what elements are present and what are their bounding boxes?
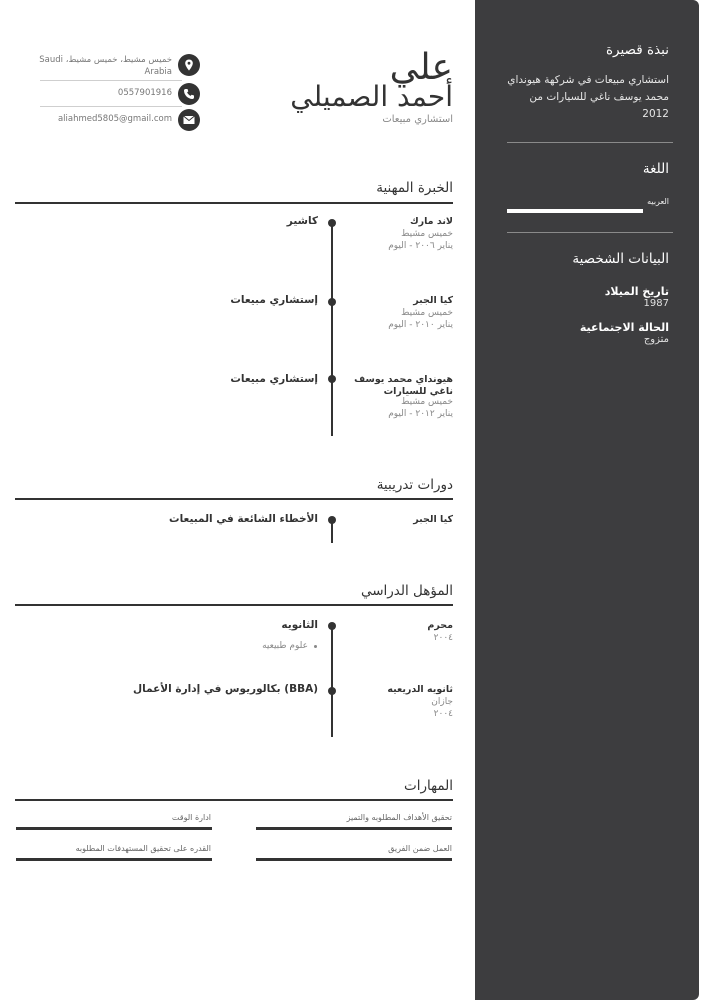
personal-section xyxy=(501,251,669,345)
job-title: استشاري مبيعات xyxy=(382,114,453,125)
courses-title: دورات تدريبية xyxy=(376,477,453,493)
skill-label: تحقيق الأهداف المطلوبه والتميز xyxy=(346,813,452,822)
experience-date: يناير ٢٠٠٦ - اليوم xyxy=(388,241,453,251)
birthdate-label: تاريخ الميلاد xyxy=(604,285,669,298)
education-org: محرم xyxy=(427,620,453,631)
envelope-icon xyxy=(178,109,200,131)
experience-org: كيا الجبر xyxy=(413,295,453,306)
about-section xyxy=(501,42,669,123)
skill-label: العمل ضمن الفريق xyxy=(388,844,452,853)
contact-email xyxy=(30,109,200,131)
education-date: ٢٠٠٤ xyxy=(433,709,453,719)
education-org: ثانويه الدريعيه xyxy=(387,684,453,695)
section-rule xyxy=(15,498,453,500)
experience-org: هيونداي محمد يوسف ناغي للسيارات xyxy=(354,374,453,397)
experience-org: لاند مارك xyxy=(409,216,453,227)
skills-title: المهارات xyxy=(404,778,453,794)
experience-role: إستشاري مبيعات xyxy=(230,373,318,385)
education-title: المؤهل الدراسي xyxy=(360,583,453,599)
skill-level-bar xyxy=(16,827,212,830)
experience-location: خميس مشيط xyxy=(401,229,453,239)
phone-icon xyxy=(178,83,200,105)
bullet-icon xyxy=(314,645,317,648)
marital-status-label: الحالة الاجتماعية xyxy=(579,321,669,334)
first-name: علي xyxy=(389,47,453,88)
education-date: ٢٠٠٤ xyxy=(433,633,453,643)
skill-label: القدره على تحقيق المستهدفات المطلوبه xyxy=(75,844,211,853)
skill-label: ادارة الوقت xyxy=(171,813,211,822)
experience-timeline xyxy=(331,222,333,436)
about-title: نبذة قصيرة xyxy=(605,42,669,58)
skill-level-bar xyxy=(256,858,452,861)
divider xyxy=(40,106,182,107)
timeline-dot xyxy=(328,298,336,306)
experience-location: خميس مشيط xyxy=(401,308,453,318)
experience-title: الخبرة المهنية xyxy=(376,180,453,196)
education-degree: الثانويه xyxy=(281,619,318,631)
timeline-dot xyxy=(328,516,336,524)
sidebar xyxy=(475,0,699,1000)
section-rule xyxy=(15,202,453,204)
experience-date: يناير ٢٠١٢ - اليوم xyxy=(388,409,453,419)
contact-phone xyxy=(30,83,200,105)
personal-title: البيانات الشخصية xyxy=(572,251,669,267)
experience-location: خميس مشيط xyxy=(401,397,453,407)
about-text: استشاري مبيعات في شركهة هيونداي محمد يوسف ناغي للسيارات من 2012 xyxy=(507,74,669,120)
address-text: خميس مشيط، خميس مشيط، Saudi Arabia xyxy=(39,55,172,77)
language-level-bar xyxy=(507,209,643,213)
language-section xyxy=(501,161,669,206)
marital-status-value: متزوج xyxy=(643,334,669,345)
timeline-dot xyxy=(328,622,336,630)
divider xyxy=(507,142,673,143)
skill-level-bar xyxy=(256,827,452,830)
timeline-dot xyxy=(328,375,336,383)
course-name: الأخطاء الشائعة في المبيعات xyxy=(169,513,318,525)
section-rule xyxy=(15,604,453,606)
timeline-dot xyxy=(328,687,336,695)
education-degree: بكالوريوس في إدارة الأعمال (BBA) xyxy=(133,683,318,695)
education-major: علوم طبيعيه xyxy=(262,641,308,651)
experience-date: يناير ٢٠١٠ - اليوم xyxy=(388,320,453,330)
experience-role: إستشاري مبيعات xyxy=(230,294,318,306)
last-name: أحمد الصميلي xyxy=(290,80,453,113)
skill-level-bar xyxy=(16,858,212,861)
divider xyxy=(40,80,182,81)
timeline-dot xyxy=(328,219,336,227)
email-text[interactable]: aliahmed5805@gmail.com xyxy=(57,114,172,124)
education-timeline xyxy=(331,624,333,737)
phone-text: 0557901916 xyxy=(117,88,172,98)
contact-address xyxy=(30,54,200,76)
language-title: اللغة xyxy=(642,161,669,177)
education-location: جازان xyxy=(431,697,453,707)
experience-role: كاشير xyxy=(286,215,318,227)
section-rule xyxy=(15,799,453,801)
course-org: كيا الجبر xyxy=(413,514,453,525)
location-pin-icon xyxy=(178,54,200,76)
divider xyxy=(507,232,673,233)
birthdate-value: 1987 xyxy=(643,298,669,309)
language-name: العربيه xyxy=(647,197,669,206)
